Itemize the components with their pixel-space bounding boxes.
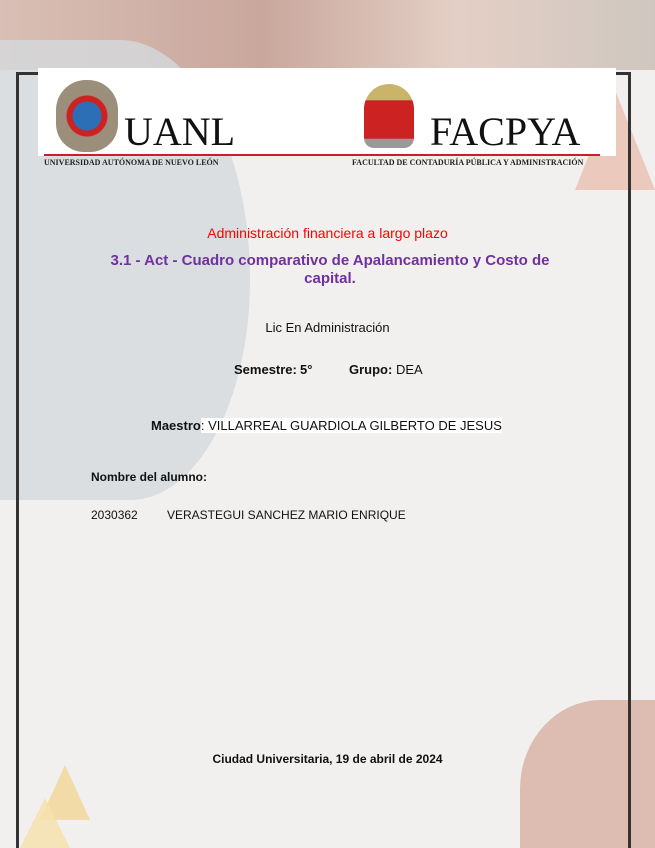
group-value: DEA (396, 362, 423, 377)
document-title: 3.1 - Act - Cuadro comparativo de Apalancamiento y Costo de capital. (110, 252, 550, 287)
subject: Administración financiera a largo plazo (207, 225, 448, 241)
facpya-caption: FACULTAD DE CONTADURÍA PÚBLICA Y ADMINISTRACIÓN (352, 158, 584, 167)
teacher-name: : VILLARREAL GUARDIOLA GILBERTO DE JESUS (200, 418, 502, 433)
uanl-seal-icon (56, 80, 118, 152)
semester-label: Semestre: (234, 362, 297, 377)
header-divider (44, 154, 600, 156)
uanl-caption: UNIVERSIDAD AUTÓNOMA DE NUEVO LEÓN (44, 158, 219, 167)
uanl-logo-text: UANL (124, 109, 236, 154)
career: Lic En Administración (265, 320, 390, 335)
semester-value: 5° (300, 362, 313, 377)
group-label: Grupo: (349, 362, 393, 377)
teacher-label: Maestro (151, 418, 201, 433)
page-frame (16, 72, 631, 848)
facpya-seal-icon (364, 84, 414, 148)
student-id: 2030362 (91, 508, 138, 522)
facpya-logo-text: FACPYA (430, 109, 581, 154)
student-label: Nombre del alumno: (91, 470, 208, 484)
student-name: VERASTEGUI SANCHEZ MARIO ENRIQUE (167, 508, 406, 522)
place-date: Ciudad Universitaria, 19 de abril de 2024 (212, 752, 443, 766)
